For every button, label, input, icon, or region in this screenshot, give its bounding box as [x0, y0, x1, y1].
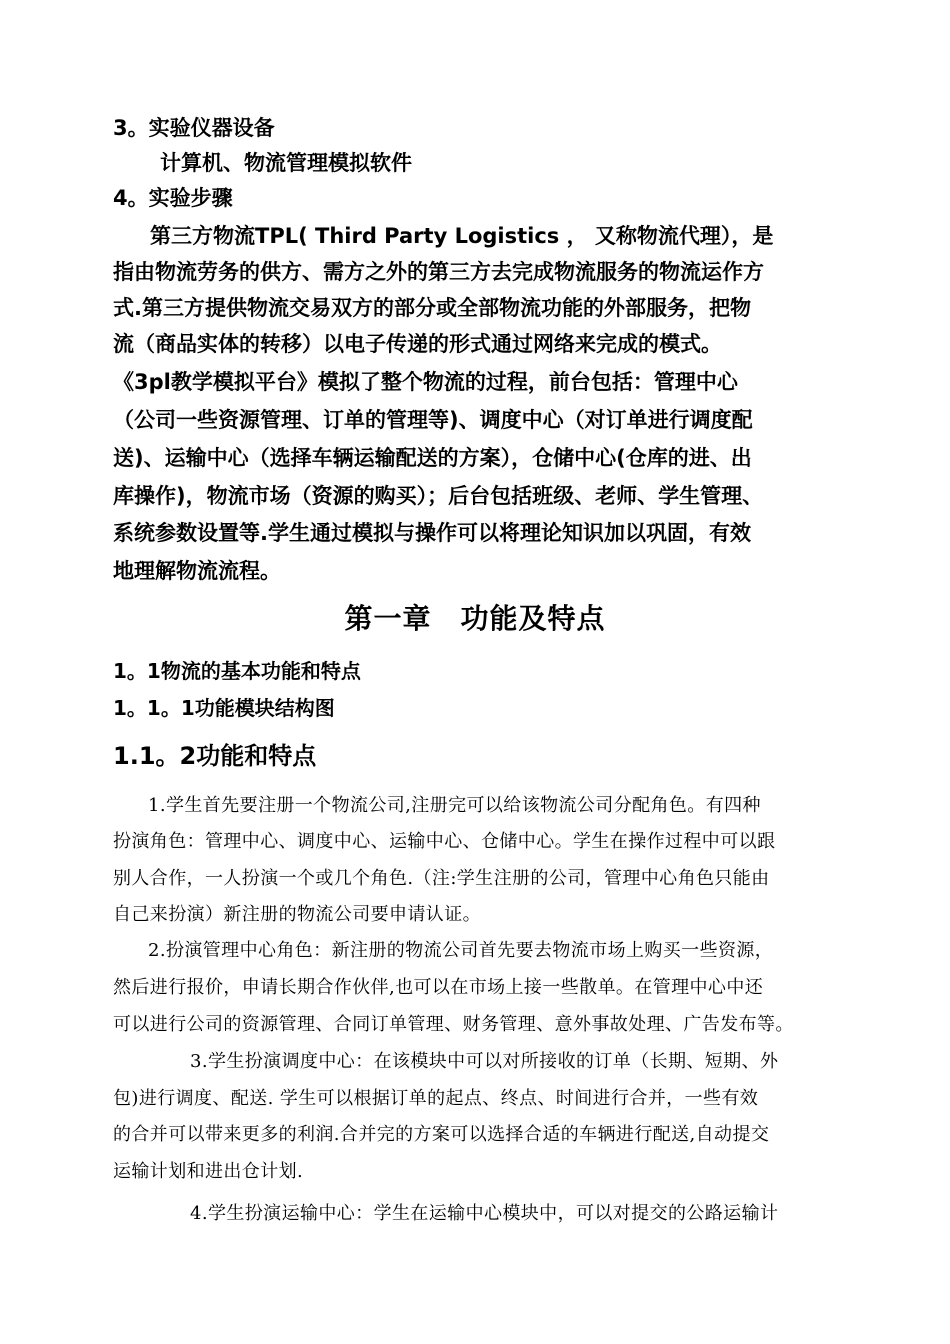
section-3-content: 计算机、物流管理模拟软件: [160, 151, 412, 175]
paragraph-line: 别人合作，一人扮演一个或几个角色.（注:学生注册的公司，管理中心角色只能由: [113, 868, 770, 889]
subsection-heading: 1。1物流的基本功能和特点: [113, 659, 361, 683]
paragraph-line: 2.扮演管理中心角色：新注册的物流公司首先要去物流市场上购买一些资源，: [148, 940, 774, 961]
paragraph-line: 自己来扮演）新注册的物流公司要申请认证。: [113, 904, 481, 925]
paragraph-line: 3.学生扮演调度中心：在该模块中可以对所接收的订单（长期、短期、外: [190, 1051, 779, 1072]
paragraph-line: 库操作)，物流市场（资源的购买）；后台包括班级、老师、学生管理、: [113, 484, 764, 508]
chapter-title: 第一章 功能及特点: [344, 602, 606, 635]
paragraph-line: 包)进行调度、配送. 学生可以根据订单的起点、终点、时间进行合并，一些有效: [113, 1088, 759, 1109]
paragraph-line: （公司一些资源管理、订单的管理等)、调度中心（对订单进行调度配: [113, 408, 753, 432]
subsection-heading: 1.1。2功能和特点: [113, 742, 317, 770]
section-4-heading: 4。实验步骤: [113, 186, 233, 210]
paragraph-line: 指由物流劳务的供方、需方之外的第三方去完成物流服务的物流运作方: [113, 260, 764, 284]
paragraph-line: 4.学生扮演运输中心：学生在运输中心模块中，可以对提交的公路运输计: [190, 1203, 779, 1224]
paragraph-line: 运输计划和进出仓计划.: [113, 1161, 304, 1182]
paragraph-line: 1.学生首先要注册一个物流公司,注册完可以给该物流公司分配角色。有四种: [148, 795, 761, 816]
section-3-heading: 3。实验仪器设备: [113, 116, 275, 140]
paragraph-line: 然后进行报价，申请长期合作伙伴,也可以在市场上接一些散单。在管理中心中还: [113, 977, 764, 998]
paragraph-line: 的合并可以带来更多的利润.合并完的方案可以选择合适的车辆进行配送,自动提交: [113, 1124, 770, 1145]
paragraph-line: 式.第三方提供物流交易双方的部分或全部物流功能的外部服务，把物: [113, 296, 751, 320]
paragraph-line: 可以进行公司的资源管理、合同订单管理、财务管理、意外事故处理、广告发布等。: [113, 1014, 794, 1035]
paragraph-line: 流（商品实体的转移）以电子传递的形式通过网络来完成的模式。: [113, 332, 722, 356]
paragraph-line: 送)、运输中心（选择车辆运输配送的方案），仓储中心(仓库的进、出: [113, 446, 752, 470]
paragraph-line: 地理解物流流程。: [113, 559, 281, 583]
paragraph-line: 第三方物流TPL( Third Party Logistics ， 又称物流代理），是: [150, 224, 774, 248]
paragraph-line: 扮演角色：管理中心、调度中心、运输中心、仓储中心。学生在操作过程中可以跟: [113, 831, 776, 852]
subsection-heading: 1。1。1功能模块结构图: [113, 696, 335, 720]
paragraph-line: 《3pl教学模拟平台》模拟了整个物流的过程，前台包括：管理中心: [113, 370, 738, 394]
paragraph-line: 系统参数设置等.学生通过模拟与操作可以将理论知识加以巩固，有效: [113, 521, 751, 545]
